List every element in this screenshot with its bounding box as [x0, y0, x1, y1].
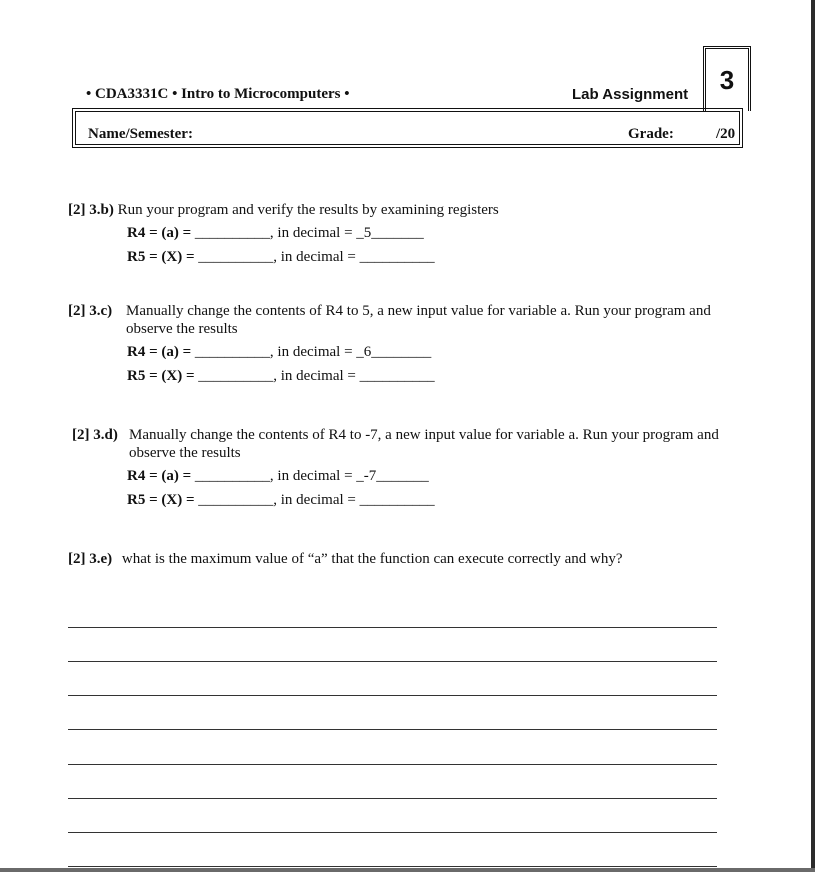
question-3d	[72, 426, 744, 462]
q3c-r5-answer: __________, in decimal = __________	[198, 368, 435, 384]
answer-line[interactable]	[68, 866, 717, 867]
answer-line[interactable]	[68, 729, 717, 730]
q3b-r5-label: R5 = (X) =	[127, 249, 195, 265]
answer-line[interactable]	[68, 764, 717, 765]
q3c-r5-row	[127, 368, 435, 385]
question-3c-text: Manually change the contents of R4 to 5, a new input value for variable a. Run your program and observe the results	[126, 303, 711, 337]
answer-line[interactable]	[68, 695, 717, 696]
answer-line[interactable]	[68, 798, 717, 799]
question-3e	[68, 550, 748, 568]
q3b-r4-label: R4 = (a) =	[127, 225, 192, 241]
question-3e-text: what is the maximum value of “a” that the function can execute correctly and why?	[121, 551, 623, 567]
lab-assignment-label: Lab Assignment	[572, 86, 689, 103]
name-semester-label: Name/Semester:	[88, 126, 193, 142]
q3d-r5-answer: __________, in decimal = __________	[198, 492, 435, 508]
answer-line[interactable]	[68, 627, 717, 628]
question-3d-label: [2] 3.d)	[72, 427, 118, 443]
q3d-r4-row	[127, 468, 429, 485]
question-3c-label: [2] 3.c)	[68, 303, 113, 319]
question-3c	[68, 302, 744, 338]
q3c-r5-label: R5 = (X) =	[127, 368, 195, 384]
grade-label: Grade:	[628, 126, 674, 142]
q3b-r4-row	[127, 225, 424, 242]
q3b-r5-answer: __________, in decimal = __________	[198, 249, 435, 265]
course-title: • CDA3331C • Intro to Microcomputers •	[86, 86, 350, 102]
q3c-r4-label: R4 = (a) =	[127, 344, 192, 360]
question-3b	[68, 201, 748, 219]
question-3b-text: Run your program and verify the results by examining registers	[117, 202, 499, 218]
q3d-r4-label: R4 = (a) =	[127, 468, 192, 484]
name-grade-box	[72, 108, 743, 148]
lab-number: 3	[719, 64, 735, 95]
q3d-r4-answer: __________, in decimal = _-7_______	[194, 468, 429, 484]
page-bottom-edge	[0, 868, 815, 872]
q3d-r5-label: R5 = (X) =	[127, 492, 195, 508]
q3b-r4-answer: __________, in decimal = _5_______	[194, 225, 424, 241]
q3c-r4-answer: __________, in decimal = _6________	[194, 344, 432, 360]
grade-total: /20	[716, 126, 736, 142]
worksheet-header	[0, 0, 815, 160]
q3c-r4-row	[127, 344, 431, 361]
question-3b-label: [2] 3.b)	[68, 202, 114, 218]
q3b-r5-row	[127, 249, 435, 266]
lab-number-box	[703, 46, 751, 111]
q3d-r5-row	[127, 492, 435, 509]
question-3e-label: [2] 3.e)	[68, 551, 113, 567]
question-3d-text: Manually change the contents of R4 to -7, a new input value for variable a. Run your program and observe the results	[129, 427, 719, 461]
answer-line[interactable]	[68, 832, 717, 833]
answer-line[interactable]	[68, 661, 717, 662]
